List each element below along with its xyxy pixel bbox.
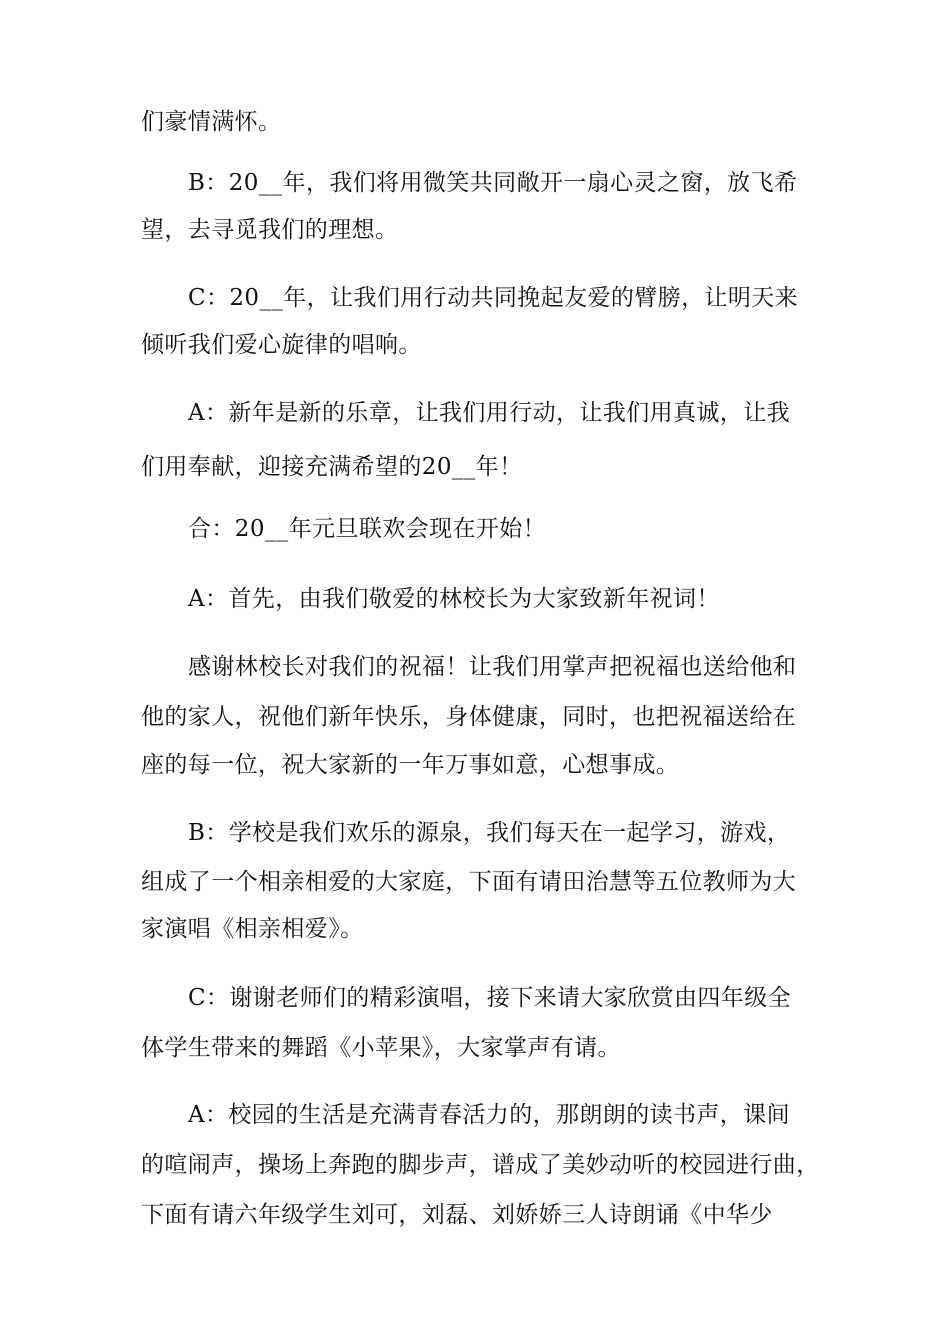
text-line: C：谢谢老师们的精彩演唱，接下来请大家欣赏由四年级全 xyxy=(188,985,791,1011)
text-line: 合：20__年元旦联欢会现在开始！ xyxy=(188,516,547,542)
text-line: 下面有请六年级学生刘可，刘磊、刘娇娇三人诗朗诵《中华少 xyxy=(141,1202,773,1228)
text-line: 家演唱《相亲相爱》。 xyxy=(141,916,364,942)
text-line: 座的每一位，祝大家新的一年万事如意，心想事成。 xyxy=(141,752,680,778)
text-line: 感谢林校长对我们的祝福！让我们用掌声把祝福也送给他和 xyxy=(188,654,797,680)
text-line: C：20__年，让我们用行动共同挽起友爱的臂膀，让明天来 xyxy=(188,285,799,311)
text-line: 们豪情满怀。 xyxy=(141,109,282,135)
text-line: 他的家人，祝他们新年快乐，身体健康，同时，也把祝福送给在 xyxy=(141,704,797,730)
text-line: 的喧闹声，操场上奔跑的脚步声，谱成了美妙动听的校园进行曲， xyxy=(141,1152,820,1178)
text-line: A：新年是新的乐章，让我们用行动，让我们用真诚，让我 xyxy=(188,400,791,426)
text-line: B：20__年，我们将用微笑共同敞开一扇心灵之窗，放飞希 xyxy=(188,170,798,196)
text-line: A：校园的生活是充满青春活力的，那朗朗的读书声，课间 xyxy=(188,1102,791,1128)
text-line: A：首先，由我们敬爱的林校长为大家致新年祝词！ xyxy=(188,586,720,612)
text-line: 们用奉献，迎接充满希望的20__年！ xyxy=(141,454,523,480)
text-line: 组成了一个相亲相爱的大家庭，下面有请田治慧等五位教师为大 xyxy=(141,869,797,895)
text-line: 体学生带来的舞蹈《小苹果》，大家掌声有请。 xyxy=(141,1035,621,1061)
text-line: 倾听我们爱心旋律的唱响。 xyxy=(141,332,422,358)
text-line: B：学校是我们欢乐的源泉，我们每天在一起学习，游戏， xyxy=(188,820,791,846)
text-line: 望，去寻觅我们的理想。 xyxy=(141,217,399,243)
